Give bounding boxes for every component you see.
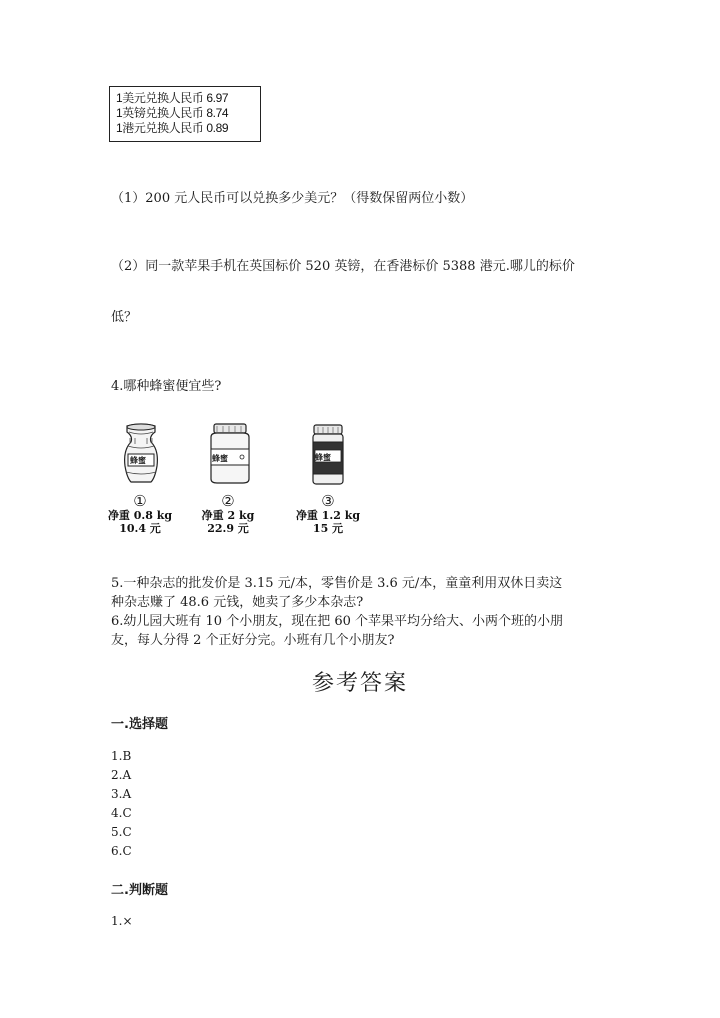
question-5-line2: 种杂志赚了 48.6 元钱，她卖了多少本杂志? (111, 595, 364, 610)
jar-1-weight: 净重 0.8 kg (107, 509, 173, 522)
jar-2-price: 22.9 元 (207, 522, 249, 535)
rate-gbp: 1英镑兑换人民币 8.74 (116, 106, 229, 120)
question-5 (111, 574, 611, 612)
question-6 (111, 612, 611, 650)
question-5-line1: 5.一种杂志的批发价是 3.15 元/本，零售价是 3.6 元/本，童童利用双休日卖这 (111, 576, 563, 591)
answer-1-4: 4.C (111, 806, 132, 820)
answer-1-1: 1.B (111, 749, 132, 763)
honey-jar-2-caption (188, 493, 268, 535)
question-6-line1: 6.幼儿园大班有 10 个小朋友，现在把 60 个苹果平均分给大、小两个班的小朋 (111, 614, 564, 629)
jar-1-price: 10.4 元 (119, 522, 161, 535)
jar-2-number: ② (221, 492, 235, 510)
answer-1-3: 3.A (111, 787, 132, 801)
question-4-title: 4.哪种蜂蜜便宜些? (111, 379, 222, 394)
honey-jar-1-image (119, 422, 163, 484)
honey-jar-2-label: 蜂蜜 (212, 453, 228, 463)
question-6-line2: 友，每人分得 2 个正好分完。小班有几个小朋友? (111, 633, 395, 648)
answer-1-6: 6.C (111, 844, 132, 858)
answer-1-2: 2.A (111, 768, 132, 782)
section-2-heading: 二.判断题 (111, 883, 168, 898)
jar-3-number: ③ (321, 492, 335, 510)
question-3-2-line1: （2）同一款苹果手机在英国标价 520 英镑，在香港标价 5388 港元.哪儿的标价 (111, 259, 575, 274)
question-3-1: （1）200 元人民币可以兑换多少美元？（得数保留两位小数） (111, 191, 474, 206)
jar-3-price: 15 元 (312, 522, 344, 535)
jar-1-number: ① (133, 492, 147, 510)
honey-jar-3-caption (288, 493, 368, 535)
rate-usd: 1美元兑换人民币 6.97 (116, 91, 229, 105)
question-3-2-line2: 低？ (111, 310, 138, 325)
answer-1-5: 5.C (111, 825, 132, 839)
answer-2-1: 1.× (111, 914, 133, 928)
honey-jar-3-label: 蜂蜜 (315, 452, 331, 462)
honey-jar-1-caption (100, 493, 180, 535)
jar-3-weight: 净重 1.2 kg (295, 509, 361, 522)
exchange-rate-box (109, 86, 261, 142)
answers-title: 参考答案 (311, 671, 408, 696)
honey-jar-1-label: 蜂蜜 (130, 455, 146, 465)
section-1-heading: 一.选择题 (111, 717, 168, 732)
jar-2-weight: 净重 2 kg (201, 509, 255, 522)
rate-hkd: 1港元兑换人民币 0.89 (116, 121, 229, 135)
